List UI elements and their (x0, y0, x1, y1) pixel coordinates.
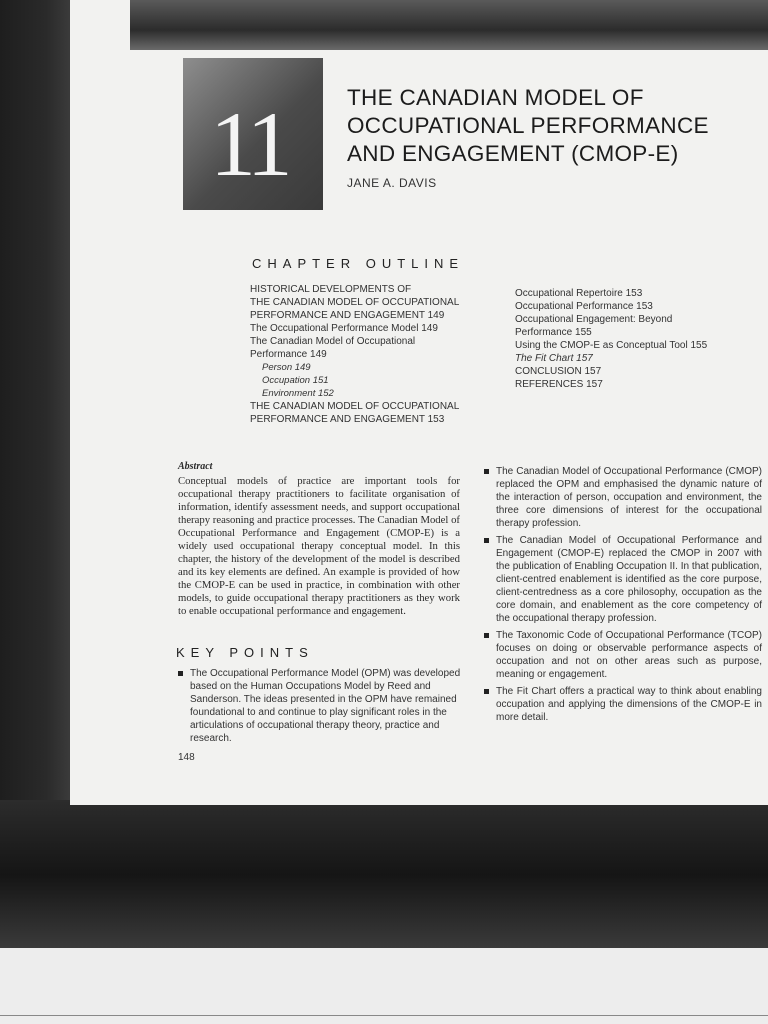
key-point-text: The Taxonomic Code of Occupational Performance (TCOP) focuses on doing or observable performance aspects of occupation and not on other areas such as purpose, meaning or engagement. (496, 630, 762, 680)
key-points-heading: KEY POINTS (176, 645, 314, 660)
chapter-author: JANE A. DAVIS (347, 176, 437, 190)
outline-item: Using the CMOP-E as Conceptual Tool 155 (515, 340, 708, 351)
outline-item: The Canadian Model of Occupational (250, 336, 416, 347)
outline-item: Environment 152 (262, 388, 334, 399)
abstract-label: Abstract (178, 461, 213, 472)
key-point-item (482, 534, 762, 625)
outline-item: THE CANADIAN MODEL OF OCCUPATIONAL (250, 401, 460, 412)
key-point-item (482, 685, 762, 724)
bullet-square-icon (484, 689, 489, 694)
bullet-square-icon (178, 671, 183, 676)
outline-item: CONCLUSION 157 (515, 366, 602, 377)
outline-item: Occupation 151 (262, 375, 329, 386)
outline-item: Occupational Performance 153 (515, 301, 653, 312)
page-top-shadow (130, 0, 768, 50)
key-point-item (482, 465, 762, 530)
chapter-title-line: AND ENGAGEMENT (CMOP-E) (347, 141, 679, 166)
scan-shadow-bottom (0, 800, 768, 950)
outline-item: Person 149 (262, 362, 311, 373)
outline-item: Performance 149 (250, 349, 327, 360)
chapter-title (347, 84, 757, 168)
chapter-number: 11 (210, 93, 287, 195)
key-point-item (176, 667, 461, 745)
outline-item: Performance 155 (515, 327, 592, 338)
outline-item: PERFORMANCE AND ENGAGEMENT 153 (250, 414, 445, 425)
key-points-right (482, 465, 762, 728)
chapter-title-line: OCCUPATIONAL PERFORMANCE (347, 113, 709, 138)
abstract-text: Conceptual models of practice are important tools for occupational therapy practitioners to facilitate organisation of information, identify assessment needs, and support occupational therapy reasoning and practice processes. The Canadian Model of Occupational Performance and Engagement (CMOP-E) is a widely used occupational therapy conceptual model. In this chapter, the history of the development of the model is described and its key elements are defined. An example is provided of how the CMOP-E can be used in practice, in combination with other models, to guide occupational therapy practitioners as they work to enable occupational performance and engagement. (178, 475, 460, 617)
outline-heading: CHAPTER OUTLINE (252, 256, 465, 271)
outline-item: THE CANADIAN MODEL OF OCCUPATIONAL (250, 297, 460, 308)
bullet-square-icon (484, 538, 489, 543)
key-point-text: The Canadian Model of Occupational Performance and Engagement (CMOP-E) replaced the CMOP in 2007 with the publication of Enabling Occupation II. In that publication, client-centred enablement is identified as the core purpose, client-centredness as a core philosophy, occupation as the core domain, and enablement as the core competency of the occupational therapy profession. (496, 535, 762, 624)
outline-item: REFERENCES 157 (515, 379, 603, 390)
key-point-text: The Fit Chart offers a practical way to think about enabling occupation and applying the dimensions of the CMOP-E in more detail. (496, 686, 762, 723)
outline-item: The Occupational Performance Model 149 (250, 323, 438, 334)
outline-right-column (515, 287, 755, 391)
key-point-text: The Occupational Performance Model (OPM) was developed based on the Human Occupations Model by Reed and Sanderson. The ideas presented in the OPM have remained foundational to and continue to play significant roles in the articulations of occupational therapy theory, practice and research. (190, 668, 461, 744)
bullet-square-icon (484, 469, 489, 474)
page-number: 148 (178, 752, 195, 763)
chapter-title-line: THE CANADIAN MODEL OF (347, 85, 644, 110)
scan-margin-bottom (0, 948, 768, 1024)
key-point-item (482, 629, 762, 681)
outline-item: Occupational Repertoire 153 (515, 288, 643, 299)
key-point-text: The Canadian Model of Occupational Performance (CMOP) replaced the OPM and emphasised the dynamic nature of the interaction of person, occupation and environment, the three core dimensions of interest for the occupational therapy profession. (496, 466, 762, 529)
key-points-left (176, 667, 461, 749)
abstract (178, 460, 460, 618)
outline-item: PERFORMANCE AND ENGAGEMENT 149 (250, 310, 445, 321)
bullet-square-icon (484, 633, 489, 638)
outline-left-column (250, 283, 500, 426)
outline-item: The Fit Chart 157 (515, 353, 593, 364)
scan-edge-line (0, 1015, 768, 1016)
outline-item: HISTORICAL DEVELOPMENTS OF (250, 284, 412, 295)
outline-item: Occupational Engagement: Beyond (515, 314, 673, 325)
